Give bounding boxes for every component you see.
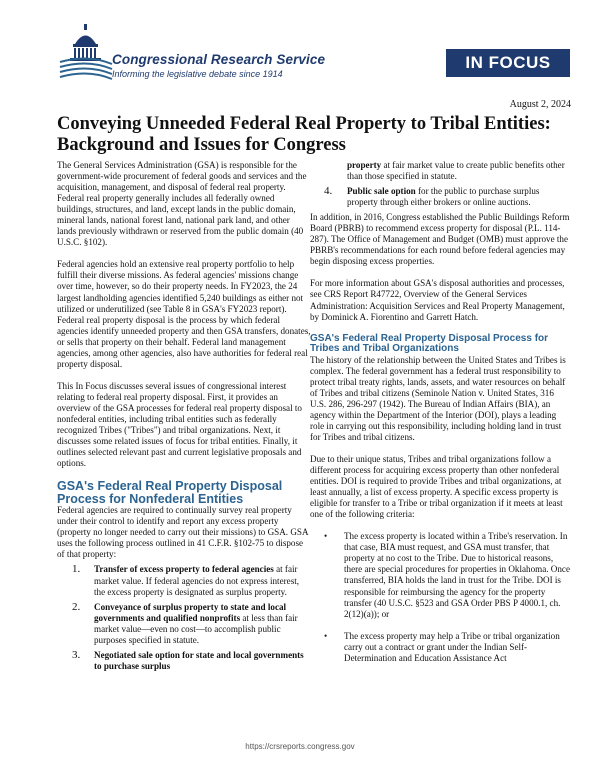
list-number: 4. [324,185,333,198]
in-focus-badge: IN FOCUS [446,49,570,77]
left-column [57,160,311,676]
list-item [310,186,572,208]
list-number: 1. [72,563,81,576]
bullet-item: • The excess property is located within a Tribe's reservation. In that case, BIA must request, and GSA must transfer, that property at no cost to the Tribe. Due to historical reasons, there are special procedures for properties in Oklahoma. Once transferred, BIA holds the land in trust for the Tribe. DOI is responsible for reimbursing the agency for the property transfer (40 U.S.C. §523 and GSA Order PBS P 4000.1, ch. 2(12)(a)); or [324,531,572,619]
org-name: Congressional Research Service [112,52,326,67]
capitol-dome-logo-icon [58,24,114,82]
criteria-bullet-list [310,531,572,664]
section-heading: GSA's Federal Real Property Disposal Process for Nonfederal Entities [57,479,283,506]
paragraph: Federal agencies hold an extensive real property portfolio to help fulfill their diverse missions. As federal agencies' missions change over time, however, so do their property needs. In FY2023, the 24 largest landholding agencies identified 5,240 buildings as either not utilized or underutilized (see Table 8 in GSA's FY2023 report). Federal real property disposal is the process by which federal agencies identify unneeded property and then GSA transfers, donates, or sells that property on their behalf. Federal land management agencies, among other agencies, also have authorities for federal real property disposal. [57,259,311,369]
org-tagline: Informing the legislative debate since 1914 [112,69,283,79]
bullet-item: • The excess property may help a Tribe or tribal organization carry out a contract or grant under the Indian Self-Determination and Education Assistance Act [324,631,572,664]
document-title: Conveying Unneeded Federal Real Property to Tribal Entities: Background and Issues for Congress [57,114,551,155]
list-item-continued [310,160,572,182]
section-heading: GSA's Federal Real Property Disposal Process for Tribes and Tribal Organizations [310,332,549,355]
paragraph: Federal agencies are required to continually survey real property under their control to identify and report any excess property (property no longer needed to carry out their missions) to GSA. GSA uses the following process outlined in 41 C.F.R. §102-75 to dispose of that property: [57,505,309,560]
page-header [0,0,600,92]
paragraph: The General Services Administration (GSA) is responsible for the government-wide procurement of federal goods and services and the acquisition, management, and disposal of federal real property. Federal real property generally includes all federally owned buildings, structures, and land, except lands in the public domain, mineral lands, national forest land, national park land, and other lands previously withdrawn or reserved from the public domain (40 U.S.C. §102). [57,160,307,248]
disposal-steps-list [57,564,311,671]
list-item-text: at fair market value. If federal agencies do not express interest, the excess property is designated as surplus property. [94,564,300,597]
paragraph: This In Focus discusses several issues of congressional interest relating to federal real property disposal. First, it provides an overview of the GSA processes for federal real property disposal to nonfederal entities, including tribal entities such as federally recognized Tribes ("Tribes") and tribal organizations. Next, it discusses some related issues of focus for tribal entities. Finally, it outlines selected relevant past and current legislative proposals and options. [57,380,302,469]
footer-url-link[interactable]: https://crsreports.congress.gov [245,742,355,751]
list-item-text: for the public to purchase surplus property through either brokers or online auctions. [347,186,540,208]
paragraph: The history of the relationship between the United States and Tribes is complex. The federal government has a federal trust responsibility to protect tribal treaty rights, lands, assets, and water resources on behalf of Tribes and tribal citizens (Seminole Nation v. United States, 316 U.S. 286, 296-297 (1942). The Bureau of Indian Affairs (BIA), an agency within the Department of the Interior (DOI), plays a leading role in carrying out this responsibility, including holding land in trust for Tribes and tribal citizens. [310,354,566,442]
list-item [72,602,311,646]
paragraph: For more information about GSA's disposal authorities and processes, see CRS Report R47722, Overview of the General Services Administration: Acquisition Services and Real Property Management, by Dominick A. Fiorentino and Garrett Hatch. [310,278,565,322]
paragraph: Due to their unique status, Tribes and tribal organizations follow a different process for acquiring excess property than other nonfederal entities. DOI is required to provide Tribes and tribal organizations, at least annually, a list of excess property. A specific excess property is eligible for transfer to a Tribe or tribal organization if it meets at least one of the following criteria: [310,453,563,520]
list-item-text: at less than fair market value—even no cost—to accomplish public purposes specified in statute. [94,612,298,645]
list-number: 2. [72,600,81,613]
list-item-bold: Public sale option [347,186,416,197]
right-column [310,160,572,675]
list-item [72,650,311,672]
list-number: 3. [72,648,81,661]
list-item-bold: Conveyance of surplus property to state and local governments and qualified nonprofits [94,601,287,623]
list-item [72,564,311,597]
disposal-steps-list-continued [310,160,572,208]
list-item-bold: Transfer of excess property to federal agencies [94,564,274,575]
list-item-bold: property [347,160,382,170]
list-item-bold: Negotiated sale option for state and local governments to purchase surplus [94,649,304,671]
list-item-text: at fair market value to create public benefits other than those specified in statute. [347,160,565,182]
paragraph: In addition, in 2016, Congress established the Public Buildings Reform Board (PBRB) to recommend excess property for disposal (P.L. 114-287). The Office of Management and Budget (OMB) must approve the PBRB's recommendations for each round before federal agencies may begin disposing excess properties. [310,212,570,267]
publication-date: August 2, 2024 [509,99,571,110]
